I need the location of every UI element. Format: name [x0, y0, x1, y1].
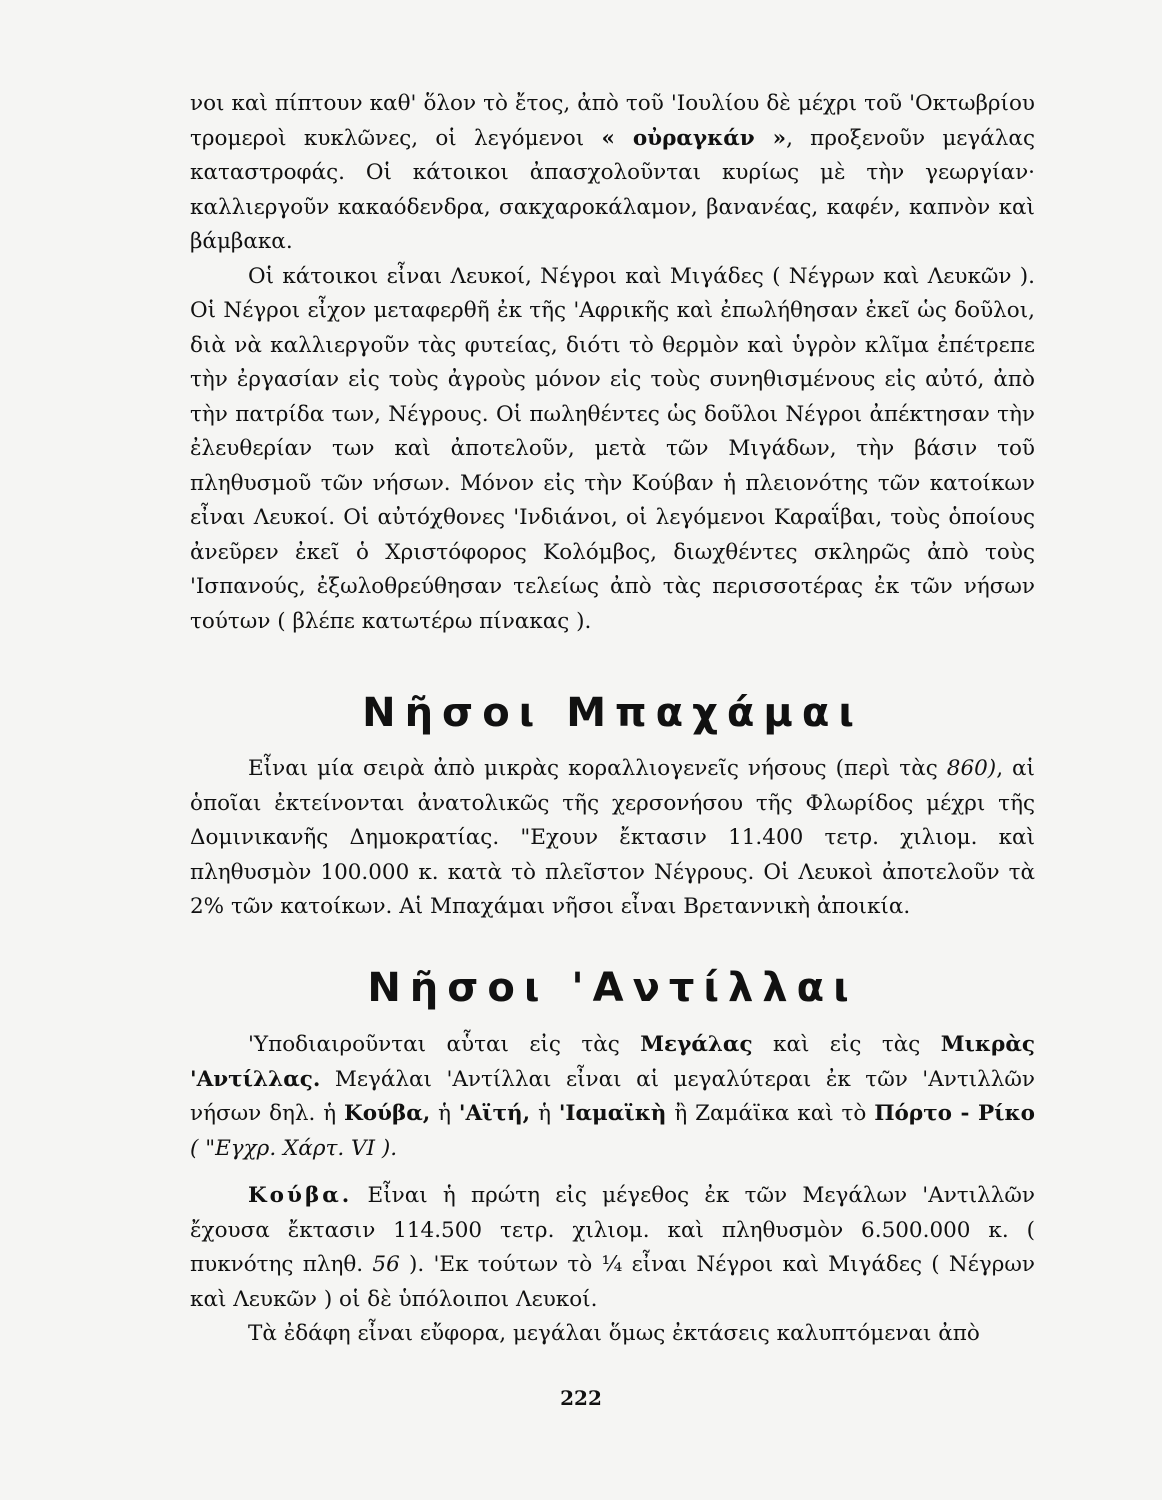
intro-paragraph-2: Οἱ κάτοικοι εἶναι Λευκοί, Νέγροι καὶ Μιγάδες ( Νέγρων καὶ Λευκῶν ). Οἱ Νέγροι εἶχον μεταφερθῆ ἐκ τῆς 'Αφρικῆς καὶ ἐπωλήθησαν ἐκεῖ ὡς δοῦλοι, διὰ νὰ καλλιεργοῦν τὰς φυτείας, διότι τὸ θερμὸν καὶ ὑγρὸν κλῖμα ἐπέτρεπε τὴν ἐργασίαν εἰς τοὺς ἀγροὺς μόνον εἰς τοὺς συνηθισμένους εἰς αὐτό, ἀπὸ τὴν πατρίδα των, Νέγρους. Οἱ πωληθέντες ὡς δοῦλοι Νέγροι ἀπέκτησαν τὴν ἐλευθερίαν των καὶ ἀποτελοῦν, μετὰ τῶν Μιγάδων, τὴν βάσιν τοῦ πληθυσμοῦ τῶν νήσων. Μόνον εἰς τὴν Κούβαν ἡ πλειονότης τῶν κατοίκων εἶναι Λευκοί. Οἱ αὐτόχθονες 'Ινδιάνοι, οἱ λεγόμενοι Καραΐβαι, τοὺς ὁποίους ἀνεῦρεν ἐκεῖ ὁ Χριστόφορος Κολόμβος, διωχθέντες σκληρῶς ἀπὸ τοὺς 'Ισπανούς, ἐξωλοθρεύθησαν τελείως ἀπὸ τὰς περισσοτέρας ἐκ τῶν νήσων τούτων ( βλέπε κατωτέρω πίνακας ). [190, 263, 1035, 634]
cuba-label: Κούβα. [248, 1183, 353, 1208]
heading-bahamas: Νῆσοι Μπαχάμαι [362, 690, 863, 736]
cuba-density: 56 [372, 1252, 400, 1277]
bahamas-section [190, 752, 1035, 925]
antilles-section [190, 1028, 1035, 1352]
last-line: Τὰ ἐδάφη εἶναι εὔφορα, μεγάλαι ὅμως ἐκτάσεις καλυπτόμεναι ἀπὸ [248, 1321, 980, 1346]
intro-paragraph-1: νοι καὶ πίπτουν καθ' ὅλον τὸ ἔτος, ἀπὸ τοῦ 'Ιουλίου δὲ μέχρι τοῦ 'Οκτωβρίου τρομεροὶ κυκλῶνες, οἱ λεγόμενοι « οὐραγκάν », προξενοῦν μεγάλας καταστροφάς. Οἱ κάτοικοι ἀπασχολοῦνται κυρίως μὲ τὴν γεωργίαν· καλλιεργοῦν κακαόδενδρα, σακχαροκάλαμον, βανανέας, καφέν, καπνὸν καὶ βάμβακα. [190, 91, 1035, 254]
heading-antilles: Νῆσοι 'Αντίλλαι [367, 965, 858, 1011]
intro-section [190, 87, 1035, 639]
term-ouragan: « οὐραγκάν » [601, 125, 787, 151]
map-reference: ( "Εγχρ. Χάρτ. VI ). [190, 1135, 398, 1161]
bahamas-paragraph: Εἶναι μία σειρὰ ἀπὸ μικρὰς κοραλλιογενεῖς νήσους (περὶ τὰς 860), αἱ ὁποῖαι ἐκτείνονται ἀνατολικῶς τῆς χερσονήσου τῆς Φλωρίδος μέχρι τῆς Δομινικανῆς Δημοκρατίας. "Εχουν ἔκτασιν 11.400 τετρ. χιλιομ. καὶ πληθυσμὸν 100.000 κ. κατὰ τὸ πλεῖστον Νέγρους. Οἱ Λευκοὶ ἀποτελοῦν τὰ 2% τῶν κατοίκων. Αἱ Μπαχάμαι νῆσοι εἶναι Βρεταννικὴ ἀποικία. [190, 756, 1035, 919]
antilles-paragraph: 'Υποδιαιροῦνται αὗται εἰς τὰς Μεγάλας καὶ εἰς τὰς Μικρὰς 'Αντίλλας. Μεγάλαι 'Αντίλλαι εἶναι αἱ μεγαλύτεραι ἐκ τῶν 'Αντιλλῶν νήσων δηλ. ἡ Κούβα, ἡ 'Αϊτή, ἡ 'Ιαμαϊκὴ ἢ Ζαμάϊκα καὶ τὸ Πόρτο - Ρίκο ( "Εγχρ. Χάρτ. VI ). [190, 1032, 1035, 1161]
bahamas-island-count: 860) [946, 756, 997, 781]
cuba-paragraph: Κούβα. Εἶναι ἡ πρώτη εἰς μέγεθος ἐκ τῶν Μεγάλων 'Αντιλλῶν ἔχουσα ἔκτασιν 114.500 τετρ. χιλιομ. καὶ πληθυσμὸν 6.500.000 κ. ( πυκνότης πληθ. 56 ). 'Εκ τούτων τὸ ¼ εἶναι Νέγροι καὶ Μιγάδες ( Νέγρων καὶ Λευκῶν ) οἱ δὲ ὑπόλοιποι Λευκοί. [190, 1183, 1035, 1312]
page-number: 222 [560, 1386, 602, 1410]
